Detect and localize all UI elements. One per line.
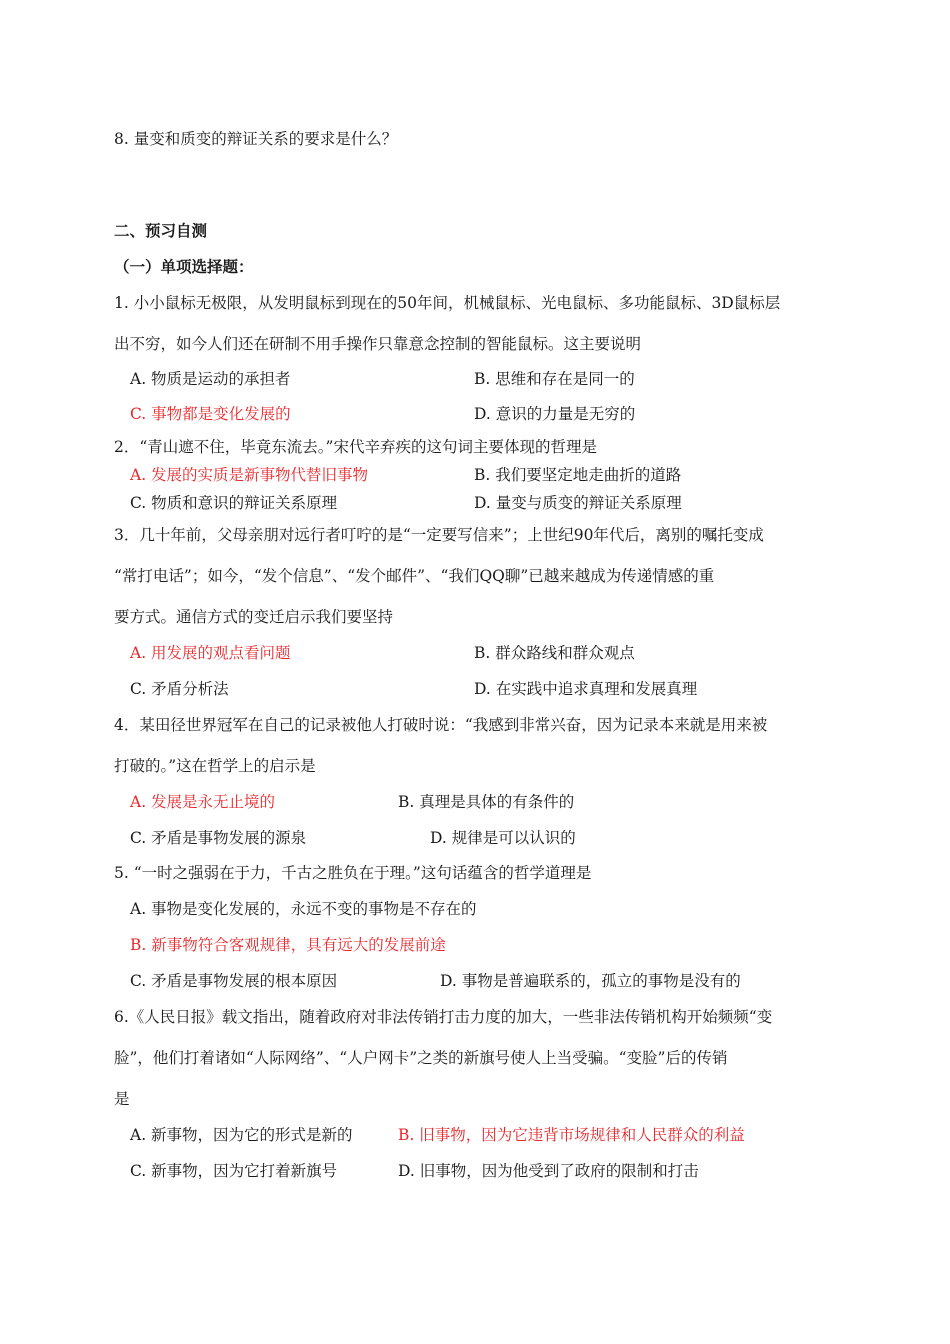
option-c-answer: C. 事物都是变化发展的 <box>130 405 291 423</box>
option-a: A. 物质是运动的承担者 <box>130 370 291 388</box>
question-stem-line: 2．“青山遮不住，毕竟东流去。”宋代辛弃疾的这句词主要体现的哲理是 <box>114 438 597 456</box>
option-d: D. 旧事物，因为他受到了政府的限制和打击 <box>398 1162 699 1180</box>
option-a: A. 事物是变化发展的，永远不变的事物是不存在的 <box>130 900 477 918</box>
option-d: D. 事物是普遍联系的，孤立的事物是没有的 <box>440 972 741 990</box>
option-d: D. 意识的力量是无穷的 <box>474 405 636 423</box>
option-a-answer: A. 发展的实质是新事物代替旧事物 <box>130 466 369 484</box>
option-c: C. 矛盾是事物发展的源泉 <box>130 829 307 847</box>
question-stem-line: 要方式。通信方式的变迁启示我们要坚持 <box>114 608 394 626</box>
option-a-answer: A. 用发展的观点看问题 <box>130 644 291 662</box>
option-d: D. 规律是可以认识的 <box>430 829 576 847</box>
option-c: C. 新事物，因为它打着新旗号 <box>130 1162 338 1180</box>
question-stem-line: 打破的。”这在哲学上的启示是 <box>114 757 316 775</box>
option-d: D. 量变与质变的辩证关系原理 <box>474 494 682 512</box>
question-stem-line: “常打电话”；如今，“发个信息”、“发个邮件”、“我们QQ聊”已越来越成为传递情感的重 <box>114 567 715 585</box>
option-b: B. 思维和存在是同一的 <box>474 370 635 388</box>
option-b: B. 我们要坚定地走曲折的道路 <box>474 466 682 484</box>
question-stem-line: 3．几十年前，父母亲朋对远行者叮咛的是“一定要写信来”；上世纪90年代后，离别的嘱托变成 <box>114 526 764 544</box>
question-stem-line: 出不穷，如今人们还在研制不用手操作只靠意念控制的智能鼠标。这主要说明 <box>114 335 642 353</box>
option-c: C. 物质和意识的辩证关系原理 <box>130 494 338 512</box>
option-d: D. 在实践中追求真理和发展真理 <box>474 680 698 698</box>
question-stem-line: 1. 小小鼠标无极限，从发明鼠标到现在的50年间，机械鼠标、光电鼠标、多功能鼠标、3D鼠标层 <box>114 294 781 312</box>
option-b: B. 真理是具体的有条件的 <box>398 793 575 811</box>
option-b-answer: B. 新事物符合客观规律，具有远大的发展前途 <box>130 936 446 954</box>
option-c: C. 矛盾分析法 <box>130 680 229 698</box>
question-stem-line: 5. “一时之强弱在于力，千古之胜负在于理。”这句话蕴含的哲学道理是 <box>114 864 592 882</box>
option-b-answer: B. 旧事物，因为它违背市场规律和人民群众的利益 <box>398 1126 745 1144</box>
subsection-title: （一）单项选择题： <box>114 258 254 276</box>
question-stem-line: 是 <box>114 1090 130 1108</box>
option-c: C. 矛盾是事物发展的根本原因 <box>130 972 338 990</box>
question-stem-line: 脸”，他们打着诸如“人际网络”、“人户网卡”之类的新旗号使人上当受骗。“变脸”后的传销 <box>114 1049 728 1067</box>
question-8: 8. 量变和质变的辩证关系的要求是什么？ <box>114 130 398 148</box>
section-title: 二、预习自测 <box>114 222 208 240</box>
question-stem-line: 6.《人民日报》载文指出，随着政府对非法传销打击力度的加大，一些非法传销机构开始频频“变 <box>114 1008 773 1026</box>
option-a-answer: A. 发展是永无止境的 <box>130 793 276 811</box>
option-b: B. 群众路线和群众观点 <box>474 644 635 662</box>
option-a: A. 新事物，因为它的形式是新的 <box>130 1126 353 1144</box>
question-stem-line: 4．某田径世界冠军在自己的记录被他人打破时说：“我感到非常兴奋，因为记录本来就是用来被 <box>114 716 768 734</box>
